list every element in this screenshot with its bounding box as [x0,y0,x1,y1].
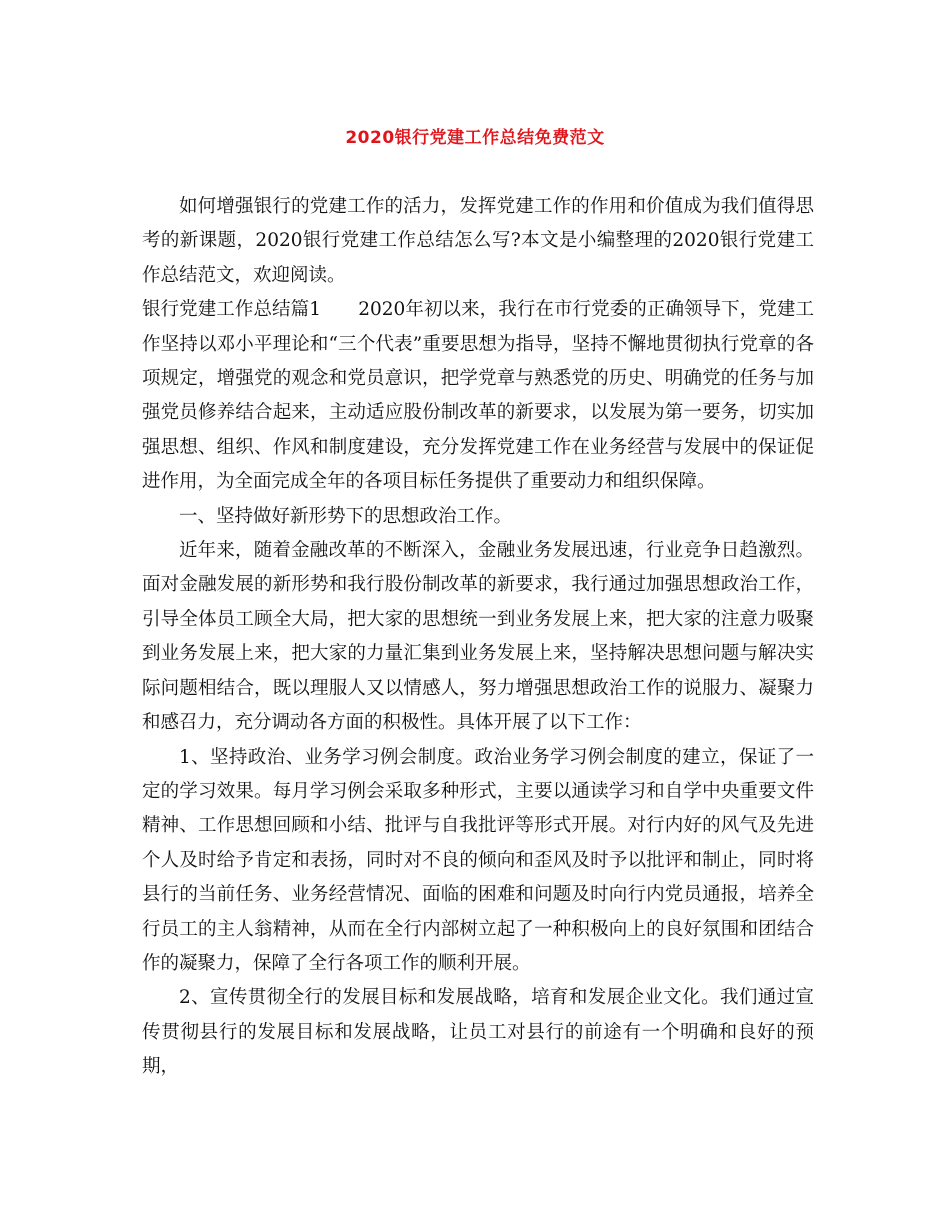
paragraph-summary-1: 银行党建工作总结篇1 2020年初以来，我行在市行党委的正确领导下，党建工作坚持以邓小平理论和“三个代表”重要思想为指导，坚持不懈地贯彻执行党章的各项规定，增强党的观念和党员意识，把学党章与熟悉党的历史、明确党的任务与加强党员修养结合起来，主动适应股份制改革的新要求，以发展为第一要务，切实加强思想、组织、作风和制度建设，充分发挥党建工作在业务经营与发展中的保证促进作用，为全面完成全年的各项目标任务提供了重要动力和组织保障。 [142,299,814,493]
section-heading-1: 一、坚持做好新形势下的思想政治工作。 [179,505,513,527]
paragraph-section-1: 近年来，随着金融改革的不断深入，金融业务发展迅速，行业竞争日趋激烈。面对金融发展的新形势和我行股份制改革的新要求，我行通过加强思想政治工作，引导全体员工顾全大局，把大家的思想统一到业务发展上来，把大家的注意力吸聚到业务发展上来，把大家的力量汇集到业务发展上来，坚持解决思想问题与解决实际问题相结合，既以理服人又以情感人，努力增强思想政治工作的说服力、凝聚力和感召力，充分调动各方面的积极性。具体开展了以下工作： [142,540,814,734]
paragraph-item-1: 1、坚持政治、业务学习例会制度。政治业务学习例会制度的建立，保证了一定的学习效果。每月学习例会采取多种形式，主要以通读学习和自学中央重要文件精神、工作思想回顾和小结、批评与自我批评等形式开展。对行内好的风气及先进个人及时给予肯定和表扬，同时对不良的倾向和歪风及时予以批评和制止，同时将县行的当前任务、业务经营情况、面临的困难和问题及时向行内党员通报，培养全行员工的主人翁精神，从而在全行内部树立起了一种积极向上的良好氛围和团结合作的凝聚力，保障了全行各项工作的顺利开展。 [142,746,814,974]
document-body [142,190,814,1085]
paragraph-intro: 如何增强银行的党建工作的活力，发挥党建工作的作用和价值成为我们值得思考的新课题，2020银行党建工作总结怎么写?本文是小编整理的2020银行党建工作总结范文，欢迎阅读。 [142,196,814,286]
document-title: 2020银行党建工作总结免费范文 [345,128,605,148]
paragraph-item-2: 2、宣传贯彻全行的发展目标和发展战略，培育和发展企业文化。我们通过宣传贯彻县行的发展目标和发展战略，让员工对县行的前途有一个明确和良好的预期， [142,987,814,1078]
